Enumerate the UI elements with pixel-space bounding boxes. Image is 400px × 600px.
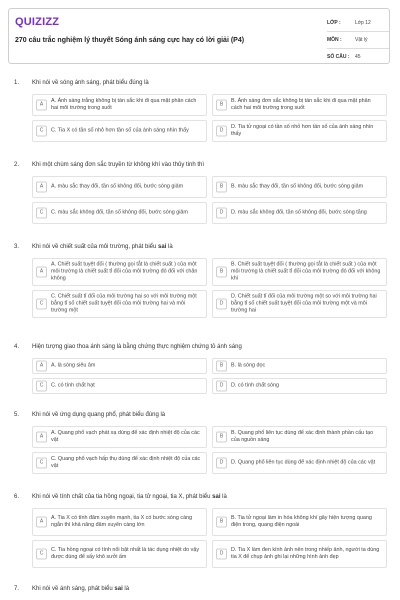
option-text: B. là sóng dọc <box>231 362 266 369</box>
question-text: Khi nói về ứng dụng quang phổ, phát biểu đúng là <box>32 412 166 418</box>
option-text: C. Tia X có tần số nhỏ hơn tần số của ánh sáng nhìn thấy <box>51 127 189 134</box>
option-text: A. Chiết suất tuyệt đối ( thường gọi tắt là chiết suất ) của một môi trường là chiết suất tỉ đối của môi trường đó đối với chân không <box>51 261 198 282</box>
option-text: C. màu sắc không đổi, tần số không đổi, bước sóng giảm <box>51 209 188 216</box>
question-text-part: Khi nói về ánh sáng, phát biểu <box>32 586 115 592</box>
option-text: C. Tia hồng ngoại có tính nổi bật nhất là tác dụng nhiệt do vậy được dùng để sấy khô sưởi ấm <box>51 547 200 560</box>
meta-label: SỐ CÂU : <box>327 54 350 60</box>
worksheet-title: 270 câu trắc nghiệm lý thuyết Sóng ánh sáng cực hay có lời giải (P4) <box>15 37 245 44</box>
option-letter: C <box>36 458 47 469</box>
option-text: A. Quang phổ vạch phát xạ dùng để xác định nhiệt độ của các vật <box>51 430 200 443</box>
option-text: C. có tính chất hạt <box>51 382 95 389</box>
option-text: D. có tính chất sóng <box>231 382 279 389</box>
question-emphasis: sai <box>212 494 221 500</box>
option-letter: B <box>216 182 227 193</box>
meta-row-grade <box>327 15 389 32</box>
option-text: D. Quang phổ liên tục dùng để xác định nhiệt độ của các vật <box>231 459 376 466</box>
option-text: C. Quang phổ vạch hấp thụ dùng để xác định nhiệt độ của các vật <box>51 456 201 469</box>
option-c[interactable] <box>32 290 207 318</box>
question-text <box>32 494 372 500</box>
question-text-part: Khi nói về tính chất của tia hồng ngoại, tia tử ngoại, tia X, phát biểu <box>32 494 213 500</box>
option-b[interactable] <box>212 176 387 198</box>
option-text: B. Ánh sáng đơn sắc không bị tán sắc khi đi qua mặt phân cách hai môi trường trong suốt <box>231 98 371 111</box>
option-d[interactable] <box>212 290 387 318</box>
question-number: 3. <box>14 244 20 250</box>
option-letter: A <box>36 517 47 528</box>
option-letter: D <box>216 126 227 137</box>
option-d[interactable] <box>212 452 387 474</box>
option-a[interactable] <box>32 358 207 374</box>
option-a[interactable] <box>32 176 207 198</box>
option-text: D. màu sắc không đổi, tần số không đổi, bước sóng tăng <box>231 209 367 216</box>
question-text-part: là <box>220 494 227 500</box>
option-letter: D <box>216 549 227 560</box>
option-b[interactable] <box>212 258 387 286</box>
option-c[interactable] <box>32 540 207 568</box>
option-text: A. là sóng siêu âm <box>51 362 96 369</box>
option-a[interactable] <box>32 94 207 116</box>
option-b[interactable] <box>212 358 387 374</box>
question-text <box>32 244 372 250</box>
option-letter: C <box>36 126 47 137</box>
option-text: B. Tia tử ngoại làm in hóa không khí gây hiện tượng quang điện trong, quang điện ngoài <box>231 515 372 528</box>
option-letter: C <box>36 549 47 560</box>
option-text: B. Quang phổ liên tục dùng để xác định thành phần cấu tạo của nguồn sáng <box>231 430 374 443</box>
option-text: B. màu sắc thay đổi, tần số không đổi, bước sóng giảm <box>231 183 364 190</box>
meta-label: MÔN : <box>327 37 342 43</box>
option-b[interactable] <box>212 508 387 536</box>
question-emphasis: sai <box>114 586 123 592</box>
option-letter: B <box>216 517 227 528</box>
question-text-part: Khi nói về chiết suất của môi trường, phát biểu <box>32 244 159 250</box>
question-text-part: là <box>166 244 173 250</box>
option-b[interactable] <box>212 94 387 116</box>
question-text-part: là <box>122 586 130 592</box>
option-text: B. Chiết suất tuyệt đối ( thường gọi tắt là chiết suất ) của một môi trường là chiết suất tỉ đối của môi trường đó đối với không khí <box>231 261 381 282</box>
question-number: 6. <box>14 494 20 500</box>
question-emphasis: sai <box>158 244 167 250</box>
option-letter: D <box>216 299 227 310</box>
option-text: D. Tia tử ngoại có tần số nhỏ hơn tần số của ánh sáng nhìn thấy <box>231 124 374 137</box>
question-number: 2. <box>14 162 20 168</box>
option-a[interactable] <box>32 258 207 286</box>
option-d[interactable] <box>212 540 387 568</box>
question-text: Khi nói về sóng ánh sáng, phát biểu đúng là <box>32 80 149 86</box>
worksheet-header <box>8 8 390 64</box>
meta-row-count <box>327 49 389 65</box>
question-number: 7. <box>14 586 20 592</box>
option-letter: A <box>36 361 47 372</box>
question-text <box>32 586 372 592</box>
option-d[interactable] <box>212 120 387 142</box>
question-text: Khi một chùm sáng đơn sắc truyền từ không khí vào thủy tinh thì <box>32 162 205 168</box>
option-b[interactable] <box>212 426 387 448</box>
option-letter: A <box>36 267 47 278</box>
option-c[interactable] <box>32 452 207 474</box>
question-text: Hiện tượng giao thoa ánh sáng là bằng chứng thực nghiệm chứng tỏ ánh sáng <box>32 344 242 350</box>
option-text: A. Tia X có tính đâm xuyên mạnh, tia X có bước sóng càng ngắn thì khả năng đâm xuyên càng lớn <box>51 515 193 528</box>
option-c[interactable] <box>32 378 207 394</box>
question-number: 1. <box>14 80 20 86</box>
option-letter: D <box>216 381 227 392</box>
question-number: 5. <box>14 412 20 418</box>
option-letter: B <box>216 267 227 278</box>
option-letter: A <box>36 182 47 193</box>
question-number: 4. <box>14 344 20 350</box>
option-letter: B <box>216 432 227 443</box>
meta-value: Vật lý <box>355 37 368 43</box>
quizizz-logo: QUIZIZZ <box>15 16 60 28</box>
option-text: C. Chiết suất tỉ đối của môi trường hai so với môi trường một bằng tỉ số chiết suất tuyệt đối của môi trường hai và môi trường một <box>51 293 197 314</box>
meta-value: Lớp 12 <box>355 20 371 26</box>
option-letter: A <box>36 432 47 443</box>
option-c[interactable] <box>32 120 207 142</box>
meta-label: LỚP : <box>327 20 341 26</box>
meta-value: 45 <box>355 54 361 60</box>
option-letter: C <box>36 208 47 219</box>
option-letter: D <box>216 458 227 469</box>
option-a[interactable] <box>32 426 207 448</box>
option-d[interactable] <box>212 202 387 224</box>
option-text: A. Ánh sáng trắng không bị tán sắc khi đi qua mặt phân cách hai môi trường trong suốt <box>51 98 197 111</box>
option-d[interactable] <box>212 378 387 394</box>
option-c[interactable] <box>32 202 207 224</box>
option-text: A. màu sắc thay đổi, tần số không đổi, bước sóng giảm <box>51 183 184 190</box>
option-text: D. Tia X làm đen kính ảnh nên trong nhiếp ảnh, người ta dùng tia X để chụp ảnh ghi lại những hình ảnh đẹp <box>231 547 380 560</box>
option-letter: B <box>216 100 227 111</box>
option-letter: C <box>36 299 47 310</box>
meta-row-subject <box>327 32 389 49</box>
option-a[interactable] <box>32 508 207 536</box>
option-letter: B <box>216 361 227 372</box>
worksheet-meta <box>327 15 389 65</box>
option-letter: C <box>36 381 47 392</box>
option-letter: D <box>216 208 227 219</box>
option-letter: A <box>36 100 47 111</box>
option-text: D. Chiết suất tỉ đối của môi trường một so với môi trường hai bằng tỉ số chiết suất tuyệt đối của môi trường một và môi trường hai <box>231 293 377 314</box>
